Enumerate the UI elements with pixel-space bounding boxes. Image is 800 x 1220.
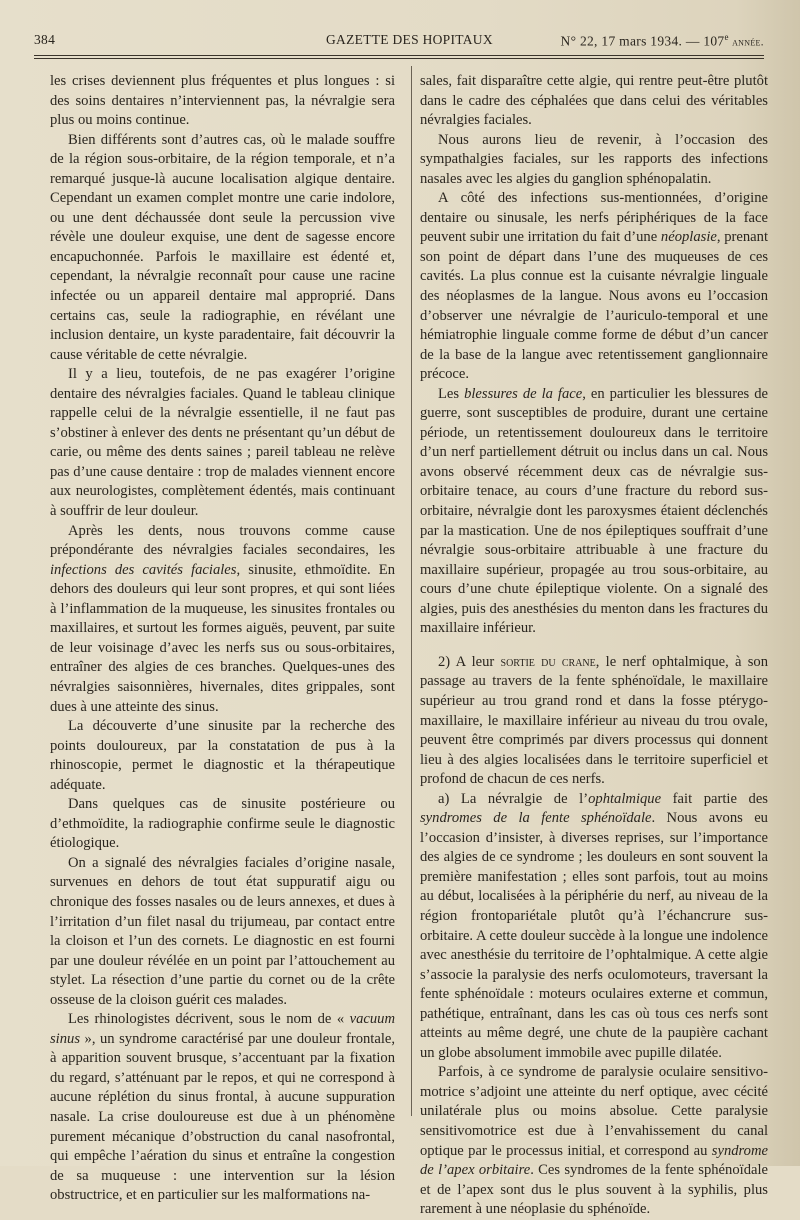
text-run: fait partie des (661, 790, 768, 807)
paragraph: Dans quelques cas de sinusite postérieure ou d’ethmoïdite, la radiographie confirme seule le diagnostic étiologique. (50, 796, 395, 852)
right-column (420, 72, 768, 1220)
paragraph (50, 1010, 395, 1205)
italic-term: infections des cavités faciales (50, 561, 237, 578)
paragraph: les crises deviennent plus fréquentes et plus longues : si des soins dentaires n’interviennent pas, la névralgie sera plus ou moins continue. (50, 73, 395, 129)
text-run: . Ces syndromes de la fente sphénoïdale et de l’apex sont dus le plus souvent à la syphilis, plus rarement à une néoplasie du sphénoïde. (420, 1162, 768, 1218)
italic-term: ophtalmique (588, 790, 662, 807)
issue-superscript: e (724, 32, 729, 42)
italic-term: néoplasie (660, 229, 717, 246)
text-run: 2) A leur (438, 653, 501, 670)
text-run: Après les dents, nous trouvons comme cause prépondérante des névralgies faciales secondaires, les (50, 522, 395, 559)
issue-date: N° 22, 17 mars 1934. — 107 (560, 33, 725, 49)
paragraph (420, 385, 768, 639)
page-number: 384 (34, 32, 56, 47)
text-run: , prenant son point de départ dans l’une des muqueuses de ces cavités. La plus connue est la cuisante névralgie linguale des néoplasmes de la langue. Nous avons eu l’occasion d’observer une névralgie de l’auriculo-temporal et une hémiatrophie linguale comme forme de début d’un cancer de la base de la langue avec retentissement ganglionnaire précoce. (420, 229, 769, 383)
paragraph: Il y a lieu, toutefois, de ne pas exagérer l’origine dentaire des névralgies faciales. Quand le tableau clinique rappelle celui de la névralgie essentielle, il ne faut pas s’obstiner à enlever des dents ne présentant qu’un début de carie, ou même des dents saines ; pareil tableau ne relève pas d’une cause dentaire : trop de malades viennent encore aux neurologistes, complètement édentés, mais continuant à souffrir de leur douleur. (50, 366, 395, 520)
paragraph (420, 189, 768, 384)
issue-info (561, 32, 764, 50)
text-run: , en particulier les blessures de guerre, sont susceptibles de produire, durant une certaine période, un retentissement douloureux dans le territoire d’un nerf partiellement détruit ou inclus dans un cal. Nous avons observé récemment deux cas de névralgie sus-orbitaire tenace, au cours d’une fracture du rebord sus-orbitaire, névralgie dont les paroxysmes étaient déclenchés par la mastication. Une de nos épileptiques souffrait d’une névralgie sous-orbitaire attribuable à une fracture du maxillaire supérieur, propagée au trou sous-orbitaire, au cours d’une chute épileptique violente. On a signalé des algies, puis des anesthésies du menton dans les fractures du maxillaire inférieur. (420, 385, 768, 637)
smallcaps-term: sortie du crane (500, 653, 596, 670)
paragraph: Bien différents sont d’autres cas, où le malade souffre de la région sous-orbitaire, de la région temporale, et n’a remarqué jusque-là aucune localisation algique dentaire. Cependant un examen complet montre une carie indolore, ou une dent déchaussée dont seule la percussion vive révèle une douleur exquise, une dent de sagesse encore encapuchonnée. Parfois le maxillaire est édenté et, cependant, la névralgie reconnaît pour cause une racine infectée ou un appareil dentaire mal approprié. Dans certains cas, seule la radiographie, en révélant une inclusion dentaire, un kyste paradentaire, fait découvrir la cause véritable de cette névralgie. (50, 131, 395, 363)
header-rule (34, 55, 764, 56)
header-rule-double (34, 58, 764, 59)
paragraph: La découverte d’une sinusite par la recherche des points douloureux, par la constatation de pus à la rhinoscopie, permet le diagnostic et la thérapeutique adéquate. (50, 718, 395, 793)
column-separator (411, 66, 412, 1116)
paragraph: Nous aurons lieu de revenir, à l’occasion des sympathalgies faciales, sur les rapports des infections nasales avec les algies du ganglion sphénopalatin. (420, 131, 768, 187)
paragraph (420, 1063, 768, 1219)
page-header (34, 32, 764, 54)
journal-title: GAZETTE DES HOPITAUX (326, 32, 493, 47)
paragraph: sales, fait disparaître cette algie, qui rentre peut-être plutôt dans le cadre des céphalées que dans celui des véritables névralgies faciales. (420, 73, 768, 129)
left-column (50, 72, 395, 1206)
text-run: Les (438, 385, 465, 402)
italic-term: syndrome de l’apex orbitaire (420, 1142, 768, 1179)
paragraph (420, 653, 768, 790)
text-run: », un syndrome caractérisé par une douleur frontale, à apparition souvent brusque, s’accentuant par la fixation du regard, s’atténuant par le repos, et qui ne correspond à aucune réplétion du sinus frontal, à aucune suppuration nasale. La crise douloureuse est due à un phénomène purement mécanique d’obstruction du canal nasofrontal, qui empêche l’aération du sinus et entraîne la congestion de sa muqueuse : une intervention sur la lésion obstructrice, et en particulier sur les malformations na- (50, 1030, 395, 1204)
paragraph (50, 522, 395, 717)
italic-term: vacuum sinus (50, 1011, 395, 1047)
text-run: Les rhinologistes décrivent, sous le nom de « (68, 1011, 350, 1028)
italic-term: syndromes de la fente sphénoïdale (420, 810, 652, 827)
text-run: , sinusite, ethmoïdite. En dehors des douleurs qui leur sont propres, et qui sont liées à l’inflammation de la muqueuse, les sinusites frontales ou maxillaires, et surtout les formes aiguës, peuvent, par suite de leur voisinage d’avec les nerfs sus ou sous-orbitaires, entraîner des algies de ces branches. Quelques-unes des névralgies saisonnières, hivernales, dites grippales, sont dues à une atteinte des sinus. (50, 561, 395, 715)
paragraph: On a signalé des névralgies faciales d’origine nasale, survenues en dehors de tout état suppuratif aigu ou chronique des fosses nasales ou de leurs annexes, et dues à l’irritation d’un filet nasal du trijumeau, par contact entre la cloison et l’un des cornets. Le diagnostic en est fourni par une douleur révélée en un point par l’attouchement au stylet. La résection d’une partie du cornet ou de la crête osseuse de la cloison guérit ces malades. (50, 854, 395, 1008)
text-run: a) La névralgie de l’ (438, 790, 589, 807)
italic-term: blessures de la face (464, 385, 583, 402)
paragraph (420, 790, 768, 1064)
issue-annee: année. (728, 34, 764, 49)
text-run: . Nous avons eu l’occasion d’insister, à diverses reprises, sur l’importance des algies de ce syndrome ; les douleurs en sont souvent la première manifestation ; elles sont parfois, tout au moins au début, localisées à la périphérie du nerf, au niveau de la région frontopariétale plutôt qu’à l’échancrure sus-orbitaire. A cette douleur succède à la longue une indolence avec anesthésie du territoire de l’ophtalmique. A cette algie s’associe la paralysie des nerfs oculomoteurs, traversant la fente sphénoïdale : moteurs oculaires externe et commun, pathétique, entraînant, dans les cas où tous ces nerfs sont atteints au même degré, une chute de la paupière cachant un globe absolument immobile avec pupille dilatée. (420, 810, 768, 1061)
text-run: A côté des infections sus-mentionnées, d’origine dentaire ou sinusale, les nerfs périphériques de la face peuvent subir une irritation du fait d’une (420, 190, 768, 246)
text-run: , le nerf ophtalmique, à son passage au travers de la fente sphénoïdale, le maxillaire supérieur au trou grand rond et dans la fosse ptérygo-maxillaire, le maxillaire inférieur au niveau du trou ovale, peuvent être comprimés par divers processus qui donnent lieu à des algies localisées dans le territoire superficiel et profond de chacun de ces nerfs. (420, 653, 769, 788)
text-run: Parfois, à ce syndrome de paralysie oculaire sensitivo-motrice s’adjoint une atteinte du nerf optique, avec cécité unilatérale plus ou moins absolue. Cette paralysie sensitivomotrice est due à l’envahissement du canal optique par le processus initial, et correspond au (420, 1064, 768, 1159)
